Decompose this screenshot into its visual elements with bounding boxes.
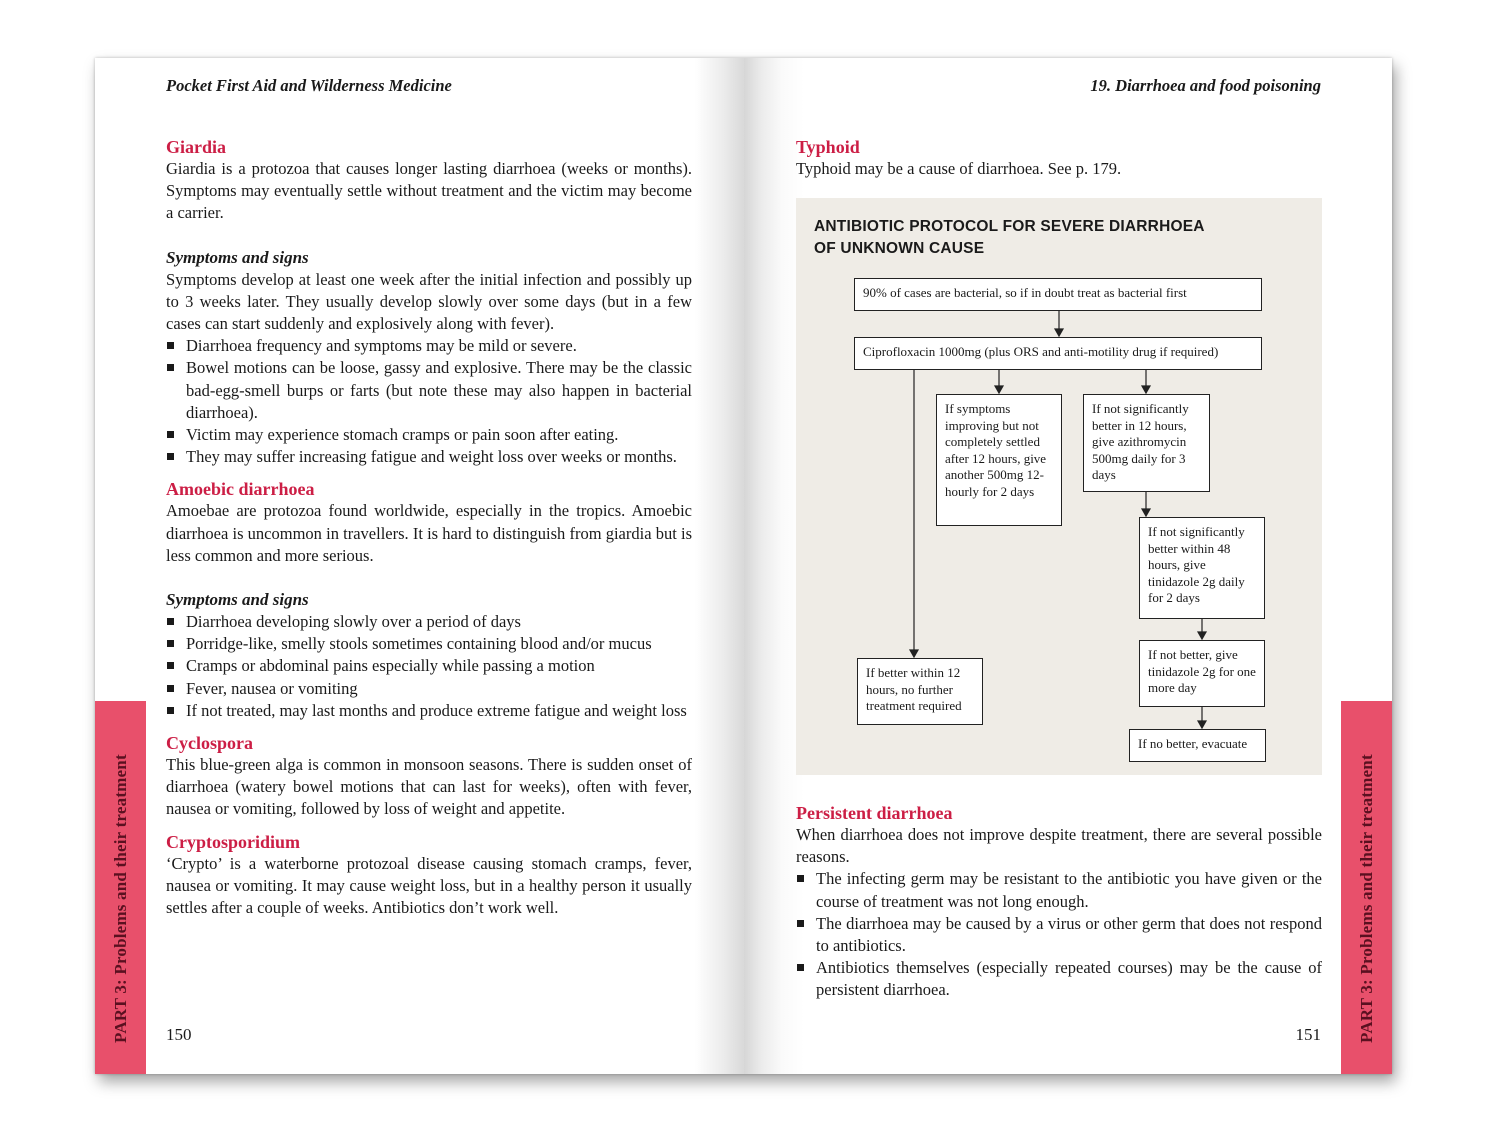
typhoid-section	[796, 136, 1322, 180]
list-item: Porridge-like, smelly stools sometimes containing blood and/or mucus	[166, 633, 692, 655]
list-item: Victim may experience stomach cramps or pain soon after eating.	[166, 424, 692, 446]
flow-step-ciprofloxacin: Ciprofloxacin 1000mg (plus ORS and anti-motility drug if required)	[854, 337, 1262, 370]
side-tab-label: PART 3: Problems and their treatment	[1357, 754, 1376, 1043]
flow-step-tinidazole: If not significantly better within 48 hours, give tinidazole 2g daily for 2 days	[1139, 517, 1265, 619]
paragraph: ‘Crypto’ is a waterborne protozoal disease causing stomach cramps, fever, nausea or vomiting. It may cause weight loss, but in a healthy person it usually settles after a couple of weeks. Antibiotics don’t work well.	[166, 853, 692, 918]
subheading: Symptoms and signs	[166, 247, 309, 267]
list-item: Diarrhoea developing slowly over a period of days	[166, 611, 692, 633]
list-item: The infecting germ may be resistant to the antibiotic you have given or the course of treatment was not long enough.	[796, 868, 1322, 912]
side-tab	[1341, 701, 1392, 1074]
open-book	[95, 58, 1392, 1074]
list-item: Bowel motions can be loose, gassy and explosive. There may be the classic bad-egg-smell burps or farts (but note these may also happen in bacterial diarrhoea).	[166, 357, 692, 424]
flow-step-improving: If symptoms improving but not completely settled after 12 hours, give another 500mg 12-hourly for 2 days	[936, 394, 1062, 526]
section-heading-typhoid: Typhoid	[796, 137, 860, 157]
paragraph: Typhoid may be a cause of diarrhoea. See p. 179.	[796, 159, 1122, 178]
protocol-box	[796, 198, 1322, 775]
subheading: Symptoms and signs	[166, 590, 309, 610]
paragraph: Amoebae are protozoa found worldwide, especially in the tropics. Amoebic diarrhoea is uncommon in travellers. It is hard to distinguish from giardia but is less common and more serious.	[166, 501, 692, 565]
side-tab-label: PART 3: Problems and their treatment	[111, 754, 130, 1043]
left-page-body	[166, 136, 692, 919]
list-item: They may suffer increasing fatigue and weight loss over weeks or months.	[166, 446, 692, 468]
list-item: Cramps or abdominal pains especially while passing a motion	[166, 655, 692, 677]
protocol-title: ANTIBIOTIC PROTOCOL FOR SEVERE DIARRHOEA OF UNKNOWN CAUSE	[814, 218, 1205, 257]
page-number: 150	[166, 1025, 192, 1044]
paragraph: This blue-green alga is common in monsoon seasons. There is sudden onset of diarrhoea (watery bowel motions that can last for weeks), often with fever, nausea or vomiting, followed by loss of weight and appetite.	[166, 755, 692, 819]
list-item: Diarrhoea frequency and symptoms may be mild or severe.	[166, 335, 692, 357]
flow-step-evacuate: If no better, evacuate	[1129, 729, 1266, 762]
side-tab	[95, 701, 146, 1074]
running-head: 19. Diarrhoea and food poisoning	[1090, 76, 1321, 95]
list-item: Antibiotics themselves (especially repeated courses) may be the cause of persistent diarrhoea.	[796, 957, 1322, 1001]
section-heading-cryptosporidium: Cryptosporidium	[166, 831, 301, 852]
flow-step-tinidazole-more: If not better, give tinidazole 2g for one more day	[1139, 640, 1265, 707]
bullet-list	[166, 611, 692, 722]
flow-step-better: If better within 12 hours, no further treatment required	[857, 658, 983, 725]
flow-step-azithromycin: If not significantly better in 12 hours, give azithromycin 500mg daily for 3 days	[1083, 394, 1210, 492]
bullet-list	[796, 868, 1322, 1001]
flow-step-bacterial: 90% of cases are bacterial, so if in doubt treat as bacterial first	[854, 278, 1262, 311]
list-item: Fever, nausea or vomiting	[166, 678, 692, 700]
paragraph: When diarrhoea does not improve despite treatment, there are several possible reasons.	[796, 825, 1322, 867]
left-page	[95, 58, 744, 1074]
paragraph: Symptoms develop at least one week after the initial infection and possibly up to 3 weeks later. They usually develop slowly over some days (but in a few cases can start suddenly and explosively along with fever).	[166, 269, 692, 334]
right-page	[744, 58, 1392, 1074]
section-heading-persistent: Persistent diarrhoea	[796, 803, 953, 823]
paragraph: Giardia is a protozoa that causes longer lasting diarrhoea (weeks or months). Symptoms may eventually settle without treatment and the victim may become a carrier.	[166, 159, 692, 223]
running-head: Pocket First Aid and Wilderness Medicine	[166, 76, 452, 95]
section-heading-giardia: Giardia	[166, 137, 227, 157]
section-heading-amoebic: Amoebic diarrhoea	[166, 479, 315, 500]
bullet-list	[166, 335, 692, 468]
section-heading-cyclospora: Cyclospora	[166, 733, 253, 754]
persistent-section	[796, 802, 1322, 1002]
page-number: 151	[1295, 1025, 1321, 1044]
list-item: The diarrhoea may be caused by a virus or other germ that does not respond to antibiotics.	[796, 913, 1322, 957]
list-item: If not treated, may last months and produce extreme fatigue and weight loss	[166, 700, 692, 722]
